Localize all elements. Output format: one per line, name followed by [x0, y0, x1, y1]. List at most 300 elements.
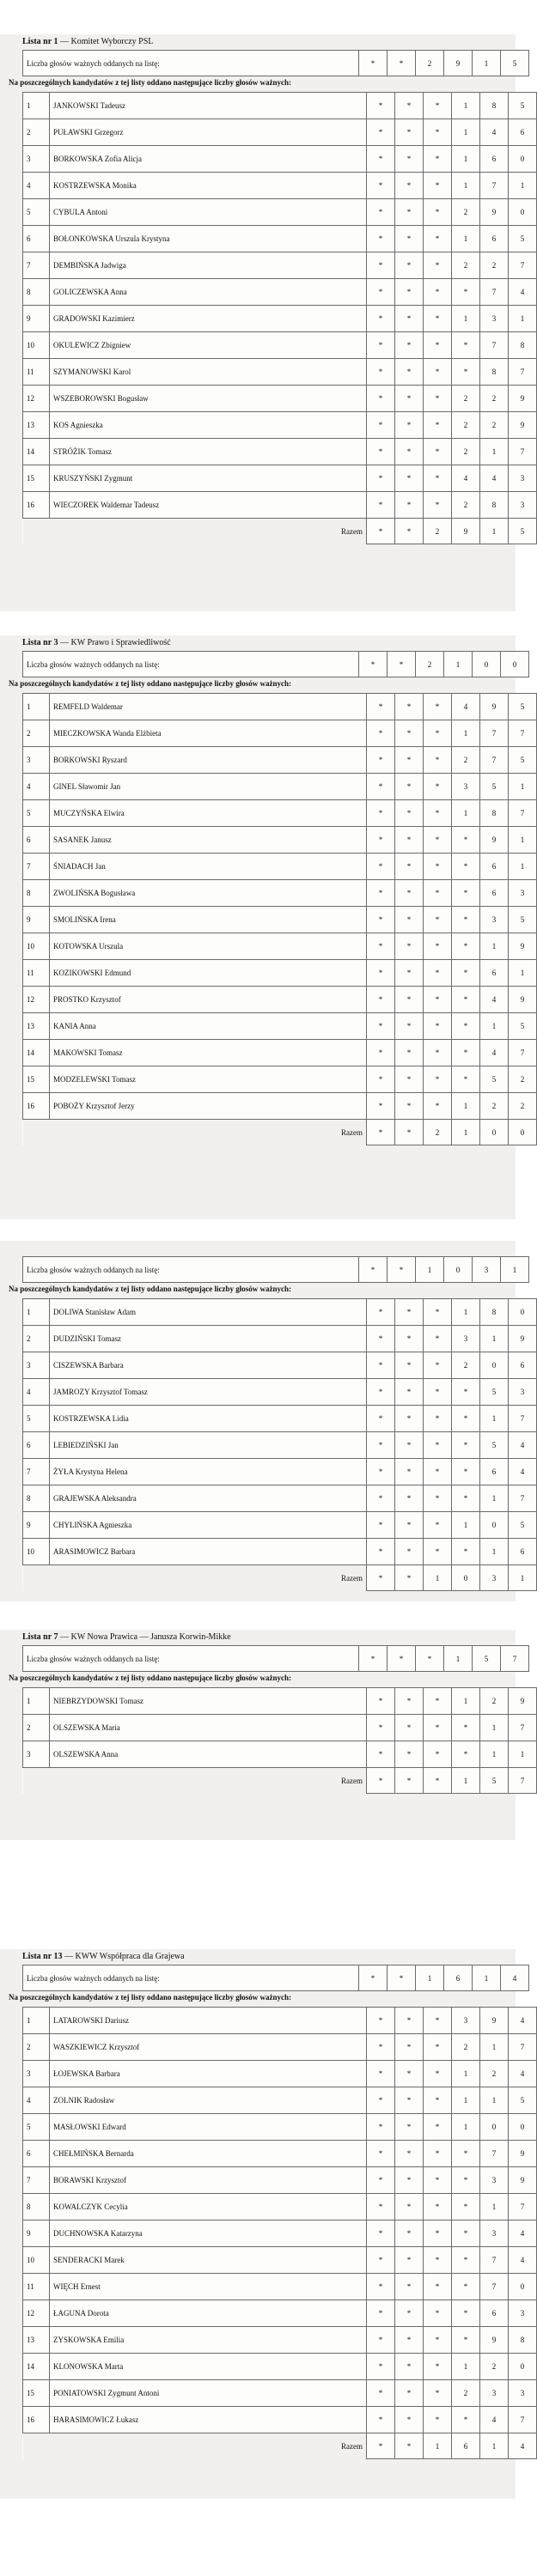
vote-digit-cell: * — [424, 279, 452, 306]
vote-digit-cell: 7 — [509, 1040, 537, 1066]
vote-digit-cell: 1 — [509, 1741, 537, 1768]
candidate-name: ŚNIADACH Jan — [50, 854, 367, 880]
vote-digit-cell: 7 — [480, 279, 509, 306]
vote-digit-cell: 1 — [509, 774, 537, 800]
vote-digit-cell: * — [452, 1539, 480, 1565]
count-digit-cell: 1 — [416, 1965, 444, 1991]
vote-digit-cell: 3 — [509, 2380, 537, 2407]
election-list-section — [0, 1630, 525, 1840]
candidate-row — [23, 119, 537, 146]
candidate-row — [23, 1459, 537, 1485]
candidate-name: CHYLIŃSKA Agnieszka — [50, 1512, 367, 1539]
total-digit-cell: 5 — [509, 519, 537, 544]
vote-digit-cell: * — [424, 2221, 452, 2247]
vote-digit-cell: 7 — [509, 2034, 537, 2061]
vote-digit-cell: 4 — [452, 465, 480, 492]
candidate-number: 4 — [23, 774, 50, 800]
vote-digit-cell: * — [367, 907, 395, 933]
vote-digit-cell: 1 — [452, 2114, 480, 2141]
vote-digit-cell: * — [424, 1485, 452, 1512]
total-digit-cell: 1 — [480, 519, 509, 544]
vote-digit-cell: * — [367, 1459, 395, 1485]
candidate-name: SMOLIŃSKA Irena — [50, 907, 367, 933]
candidate-name: NIEBRZYDOWSKI Tomasz — [50, 1688, 367, 1715]
vote-digit-cell: * — [424, 492, 452, 519]
total-spacer — [23, 1120, 50, 1145]
total-row — [23, 1768, 537, 1794]
vote-digit-cell: 4 — [480, 2407, 509, 2433]
election-list-section — [0, 1949, 525, 2499]
vote-digit-cell: * — [424, 987, 452, 1013]
vote-digit-cell: * — [367, 1352, 395, 1379]
candidate-row — [23, 439, 537, 465]
candidate-row — [23, 1326, 537, 1352]
vote-digit-cell: 9 — [480, 2008, 509, 2034]
vote-digit-cell: 7 — [480, 720, 509, 747]
candidate-name: MASŁOWSKI Edward — [50, 2114, 367, 2141]
candidate-row — [23, 2300, 537, 2327]
candidates-table — [22, 693, 537, 1145]
count-digit-cell: 1 — [444, 652, 473, 677]
candidate-name: ARASIMOWICZ Barbara — [50, 1539, 367, 1565]
candidate-number: 2 — [23, 720, 50, 747]
candidate-number: 15 — [23, 1066, 50, 1093]
vote-digit-cell: * — [395, 2061, 424, 2087]
vote-digit-cell: 9 — [509, 1326, 537, 1352]
vote-digit-cell: 2 — [452, 252, 480, 279]
vote-digit-cell: * — [424, 2407, 452, 2433]
vote-digit-cell: * — [424, 465, 452, 492]
vote-digit-cell: * — [395, 386, 424, 412]
candidate-number: 14 — [23, 1040, 50, 1066]
candidate-name: HARASIMOWICZ Łukasz — [50, 2407, 367, 2433]
separator: — — [58, 37, 71, 46]
vote-digit-cell: 0 — [480, 2114, 509, 2141]
vote-digit-cell: * — [452, 1040, 480, 1066]
total-digit-cell: 3 — [480, 1565, 509, 1591]
vote-digit-cell: 9 — [509, 1688, 537, 1715]
candidate-number: 1 — [23, 1299, 50, 1326]
vote-digit-cell: 1 — [452, 1299, 480, 1326]
vote-digit-cell: * — [452, 2247, 480, 2274]
count-digit-cell: 2 — [416, 51, 444, 76]
vote-digit-cell: * — [424, 306, 452, 332]
candidate-row — [23, 1093, 537, 1120]
vote-digit-cell: * — [395, 2167, 424, 2194]
candidate-number: 4 — [23, 173, 50, 199]
candidate-row — [23, 1013, 537, 1040]
candidates-subheading: Na poszczególnych kandydatów z tej listy oddano następujące liczby głosów ważnych: — [9, 1674, 292, 1682]
vote-digit-cell: * — [367, 880, 395, 907]
vote-digit-cell: 7 — [509, 2194, 537, 2221]
total-label: Razem — [50, 1768, 367, 1794]
candidate-row — [23, 1040, 537, 1066]
vote-digit-cell: * — [367, 2167, 395, 2194]
candidate-name: DUDZIŃSKI Tomasz — [50, 1326, 367, 1352]
vote-digit-cell: 7 — [509, 1715, 537, 1741]
vote-digit-cell: 7 — [480, 2141, 509, 2167]
candidate-number: 5 — [23, 199, 50, 226]
vote-digit-cell: * — [367, 93, 395, 119]
candidate-name: BOŁONKOWSKA Urszula Krystyna — [50, 226, 367, 252]
vote-digit-cell: * — [395, 774, 424, 800]
vote-digit-cell: * — [395, 2247, 424, 2274]
vote-digit-cell: 0 — [509, 146, 537, 173]
candidate-name: SZYMANOWSKI Karol — [50, 359, 367, 386]
vote-digit-cell: 4 — [480, 119, 509, 146]
committee-name: KWW Współpraca dla Grajewa — [75, 1952, 185, 1961]
vote-digit-cell: * — [452, 960, 480, 987]
vote-digit-cell: 1 — [509, 960, 537, 987]
vote-digit-cell: * — [395, 1688, 424, 1715]
vote-digit-cell: * — [367, 465, 395, 492]
vote-digit-cell: 3 — [452, 1326, 480, 1352]
vote-digit-cell: * — [367, 1406, 395, 1432]
vote-digit-cell: 7 — [509, 720, 537, 747]
candidate-number: 6 — [23, 226, 50, 252]
vote-digit-cell: * — [424, 1326, 452, 1352]
candidate-name: CISZEWSKA Barbara — [50, 1352, 367, 1379]
candidate-row — [23, 800, 537, 827]
candidate-name: DOLIWA Stanisław Adam — [50, 1299, 367, 1326]
vote-digit-cell: * — [424, 2380, 452, 2407]
list-number: Lista nr 3 — [22, 638, 58, 647]
candidate-number: 1 — [23, 694, 50, 720]
total-digit-cell: 1 — [452, 1120, 480, 1145]
vote-digit-cell: * — [367, 1688, 395, 1715]
vote-digit-cell: * — [395, 1093, 424, 1120]
candidate-row — [23, 854, 537, 880]
candidate-row — [23, 774, 537, 800]
vote-digit-cell: * — [395, 2407, 424, 2433]
candidate-number: 13 — [23, 1013, 50, 1040]
candidate-row — [23, 2407, 537, 2433]
vote-digit-cell: * — [452, 854, 480, 880]
candidate-name: JANKOWSKI Tadeusz — [50, 93, 367, 119]
candidate-number: 13 — [23, 2327, 50, 2354]
vote-digit-cell: * — [452, 2221, 480, 2247]
candidate-row — [23, 173, 537, 199]
total-label: Razem — [50, 1120, 367, 1145]
vote-digit-cell: 1 — [452, 1512, 480, 1539]
candidates-table — [22, 1687, 537, 1794]
vote-digit-cell: 3 — [480, 306, 509, 332]
candidate-row — [23, 359, 537, 386]
count-digit-cell: 0 — [444, 1257, 473, 1283]
vote-digit-cell: 1 — [452, 800, 480, 827]
vote-digit-cell: * — [367, 2194, 395, 2221]
vote-digit-cell: * — [395, 412, 424, 439]
vote-digit-cell: * — [424, 1406, 452, 1432]
candidate-number: 5 — [23, 2114, 50, 2141]
total-digit-cell: * — [424, 1768, 452, 1794]
count-digit-cell: 3 — [473, 1257, 501, 1283]
candidate-number: 15 — [23, 465, 50, 492]
candidate-row — [23, 1406, 537, 1432]
candidate-number: 9 — [23, 2221, 50, 2247]
vote-digit-cell: 9 — [480, 694, 509, 720]
candidate-number: 16 — [23, 2407, 50, 2433]
candidate-name: KOSTRZEWSKA Lidia — [50, 1406, 367, 1432]
vote-digit-cell: * — [395, 1040, 424, 1066]
vote-digit-cell: * — [424, 439, 452, 465]
vote-digit-cell: * — [452, 827, 480, 854]
vote-digit-cell: 5 — [509, 1013, 537, 1040]
vote-digit-cell: * — [452, 1741, 480, 1768]
vote-digit-cell: 2 — [452, 492, 480, 519]
vote-digit-cell: * — [367, 199, 395, 226]
vote-digit-cell: * — [367, 492, 395, 519]
candidate-number: 10 — [23, 332, 50, 359]
candidate-row — [23, 1379, 537, 1406]
total-digit-cell: 4 — [509, 2433, 537, 2459]
vote-digit-cell: * — [367, 173, 395, 199]
vote-digit-cell: * — [424, 1459, 452, 1485]
total-digit-cell: 2 — [424, 519, 452, 544]
vote-digit-cell: 6 — [480, 880, 509, 907]
candidate-name: BORKOWSKA Zofia Alicja — [50, 146, 367, 173]
vote-digit-cell: 5 — [509, 1512, 537, 1539]
candidate-number: 3 — [23, 2061, 50, 2087]
vote-digit-cell: * — [424, 720, 452, 747]
candidate-number: 11 — [23, 2274, 50, 2300]
vote-digit-cell: 6 — [509, 119, 537, 146]
count-row — [23, 652, 529, 677]
candidate-row — [23, 1066, 537, 1093]
vote-digit-cell: 6 — [480, 1459, 509, 1485]
total-digit-cell: * — [395, 1768, 424, 1794]
count-digit-cell: * — [359, 1646, 387, 1672]
vote-digit-cell: * — [424, 1715, 452, 1741]
vote-digit-cell: 3 — [480, 2167, 509, 2194]
total-row — [23, 1120, 537, 1145]
vote-digit-cell: * — [395, 173, 424, 199]
candidate-row — [23, 2354, 537, 2380]
vote-digit-cell: * — [367, 2008, 395, 2034]
list-number: Lista nr 1 — [22, 37, 58, 46]
vote-digit-cell: * — [395, 199, 424, 226]
list-number: Lista nr 7 — [22, 1632, 58, 1642]
vote-digit-cell: 1 — [480, 1539, 509, 1565]
vote-digit-cell: 1 — [480, 2034, 509, 2061]
vote-digit-cell: * — [452, 1715, 480, 1741]
candidate-number: 10 — [23, 2247, 50, 2274]
vote-digit-cell: * — [395, 1512, 424, 1539]
candidate-name: BORKOWSKI Ryszard — [50, 747, 367, 774]
separator: — — [58, 638, 71, 647]
total-digit-cell: 6 — [452, 2433, 480, 2459]
committee-name: KW Nowa Prawica — Janusza Korwin-Mikke — [70, 1632, 231, 1642]
vote-digit-cell: * — [424, 2247, 452, 2274]
vote-digit-cell: 9 — [509, 987, 537, 1013]
vote-digit-cell: 1 — [452, 226, 480, 252]
candidate-row — [23, 279, 537, 306]
vote-digit-cell: 5 — [480, 1066, 509, 1093]
candidate-number: 7 — [23, 252, 50, 279]
vote-digit-cell: * — [424, 2194, 452, 2221]
vote-digit-cell: 1 — [452, 146, 480, 173]
vote-digit-cell: 1 — [480, 2194, 509, 2221]
count-digit-cell: 6 — [444, 1965, 473, 1991]
vote-digit-cell: 0 — [509, 2274, 537, 2300]
vote-digit-cell: * — [395, 694, 424, 720]
vote-digit-cell: 9 — [480, 199, 509, 226]
vote-digit-cell: * — [452, 2194, 480, 2221]
candidate-number: 6 — [23, 2141, 50, 2167]
vote-digit-cell: 1 — [509, 173, 537, 199]
vote-digit-cell: * — [395, 720, 424, 747]
vote-digit-cell: 2 — [480, 252, 509, 279]
candidate-row — [23, 1715, 537, 1741]
vote-digit-cell: 1 — [452, 2087, 480, 2114]
vote-digit-cell: * — [395, 1013, 424, 1040]
vote-digit-cell: * — [452, 907, 480, 933]
vote-digit-cell: * — [367, 933, 395, 960]
total-digit-cell: 0 — [452, 1565, 480, 1591]
vote-digit-cell: 6 — [480, 146, 509, 173]
candidate-row — [23, 747, 537, 774]
vote-digit-cell: * — [367, 854, 395, 880]
vote-digit-cell: 1 — [480, 1326, 509, 1352]
total-digit-cell: 0 — [509, 1120, 537, 1145]
vote-digit-cell: * — [452, 279, 480, 306]
vote-digit-cell: * — [395, 2141, 424, 2167]
candidate-name: OKULEWICZ Zbigniew — [50, 332, 367, 359]
vote-digit-cell: 3 — [480, 2221, 509, 2247]
candidate-row — [23, 720, 537, 747]
count-row — [23, 51, 529, 76]
vote-digit-cell: 2 — [480, 2354, 509, 2380]
candidate-name: GOLICZEWSKA Anna — [50, 279, 367, 306]
candidate-row — [23, 1688, 537, 1715]
candidate-number: 10 — [23, 933, 50, 960]
vote-digit-cell: 5 — [509, 694, 537, 720]
vote-digit-cell: * — [395, 827, 424, 854]
vote-digit-cell: * — [367, 2407, 395, 2433]
vote-digit-cell: * — [424, 119, 452, 146]
vote-digit-cell: * — [424, 359, 452, 386]
vote-digit-cell: 7 — [509, 439, 537, 465]
candidate-number: 2 — [23, 2034, 50, 2061]
count-digit-cell: * — [416, 1646, 444, 1672]
candidate-number: 11 — [23, 960, 50, 987]
vote-digit-cell: * — [424, 226, 452, 252]
vote-digit-cell: * — [424, 933, 452, 960]
vote-digit-cell: * — [424, 2114, 452, 2141]
vote-digit-cell: 0 — [480, 1512, 509, 1539]
vote-digit-cell: * — [367, 1539, 395, 1565]
vote-digit-cell: * — [424, 332, 452, 359]
candidate-name: ZWOLIŃSKA Bogusława — [50, 880, 367, 907]
vote-digit-cell: 5 — [480, 1432, 509, 1459]
vote-digit-cell: 3 — [509, 1379, 537, 1406]
vote-digit-cell: * — [395, 1066, 424, 1093]
candidate-row — [23, 1539, 537, 1565]
vote-digit-cell: 6 — [480, 960, 509, 987]
list-header — [0, 635, 516, 651]
vote-digit-cell: 6 — [480, 2300, 509, 2327]
vote-digit-cell: 4 — [509, 1459, 537, 1485]
vote-digit-cell: * — [452, 2274, 480, 2300]
candidate-name: OLSZEWSKA Anna — [50, 1741, 367, 1768]
candidate-row — [23, 252, 537, 279]
count-digit-cell: 9 — [444, 51, 473, 76]
vote-digit-cell: 3 — [509, 2300, 537, 2327]
vote-digit-cell: * — [424, 252, 452, 279]
candidate-number: 10 — [23, 1539, 50, 1565]
vote-digit-cell: 7 — [509, 252, 537, 279]
vote-digit-cell: 9 — [480, 2327, 509, 2354]
vote-digit-cell: * — [395, 2274, 424, 2300]
vote-digit-cell: 5 — [480, 774, 509, 800]
candidate-row — [23, 412, 537, 439]
candidate-name: KLONOWSKA Marta — [50, 2354, 367, 2380]
candidate-number: 4 — [23, 2087, 50, 2114]
candidate-name: DEMBIŃSKA Jadwiga — [50, 252, 367, 279]
vote-digit-cell: 7 — [509, 800, 537, 827]
vote-digit-cell: * — [424, 386, 452, 412]
total-digit-cell: * — [367, 1120, 395, 1145]
candidate-row — [23, 2380, 537, 2407]
candidate-row — [23, 332, 537, 359]
candidate-name: KOS Agnieszka — [50, 412, 367, 439]
vote-digit-cell: 8 — [509, 332, 537, 359]
candidates-table — [22, 2007, 537, 2459]
vote-digit-cell: 1 — [452, 1093, 480, 1120]
total-label: Razem — [50, 1565, 367, 1591]
candidate-name: WSZEBOROWSKI Bogusław — [50, 386, 367, 412]
vote-digit-cell: * — [395, 2221, 424, 2247]
count-digit-cell: * — [387, 652, 416, 677]
vote-digit-cell: 4 — [480, 1040, 509, 1066]
vote-digit-cell: 0 — [509, 199, 537, 226]
candidate-number: 1 — [23, 1688, 50, 1715]
candidate-row — [23, 2141, 537, 2167]
vote-digit-cell: 1 — [509, 827, 537, 854]
valid-votes-count-table — [22, 1256, 529, 1283]
vote-digit-cell: 8 — [480, 1299, 509, 1326]
total-digit-cell: 1 — [424, 1565, 452, 1591]
list-header — [0, 1241, 516, 1256]
count-row — [23, 1646, 529, 1672]
candidate-row — [23, 933, 537, 960]
vote-digit-cell: 1 — [452, 173, 480, 199]
vote-digit-cell: * — [424, 1299, 452, 1326]
candidate-number: 2 — [23, 119, 50, 146]
vote-digit-cell: * — [367, 1485, 395, 1512]
valid-votes-count-table — [22, 50, 529, 76]
vote-digit-cell: * — [424, 2034, 452, 2061]
total-digit-cell: * — [395, 1120, 424, 1145]
total-spacer — [23, 2433, 50, 2459]
vote-digit-cell: * — [367, 2354, 395, 2380]
candidate-number: 1 — [23, 93, 50, 119]
vote-digit-cell: * — [367, 252, 395, 279]
candidate-name: PROSTKO Krzysztof — [50, 987, 367, 1013]
candidate-name: GRAJEWSKA Aleksandra — [50, 1485, 367, 1512]
vote-digit-cell: 2 — [480, 386, 509, 412]
candidate-name: STRÓŻIK Tomasz — [50, 439, 367, 465]
vote-digit-cell: 2 — [509, 1093, 537, 1120]
candidate-number: 16 — [23, 1093, 50, 1120]
vote-digit-cell: * — [424, 854, 452, 880]
vote-digit-cell: 1 — [480, 1485, 509, 1512]
vote-digit-cell: * — [367, 359, 395, 386]
vote-digit-cell: * — [424, 412, 452, 439]
vote-digit-cell: 4 — [452, 694, 480, 720]
candidate-number: 9 — [23, 907, 50, 933]
candidate-number: 9 — [23, 306, 50, 332]
